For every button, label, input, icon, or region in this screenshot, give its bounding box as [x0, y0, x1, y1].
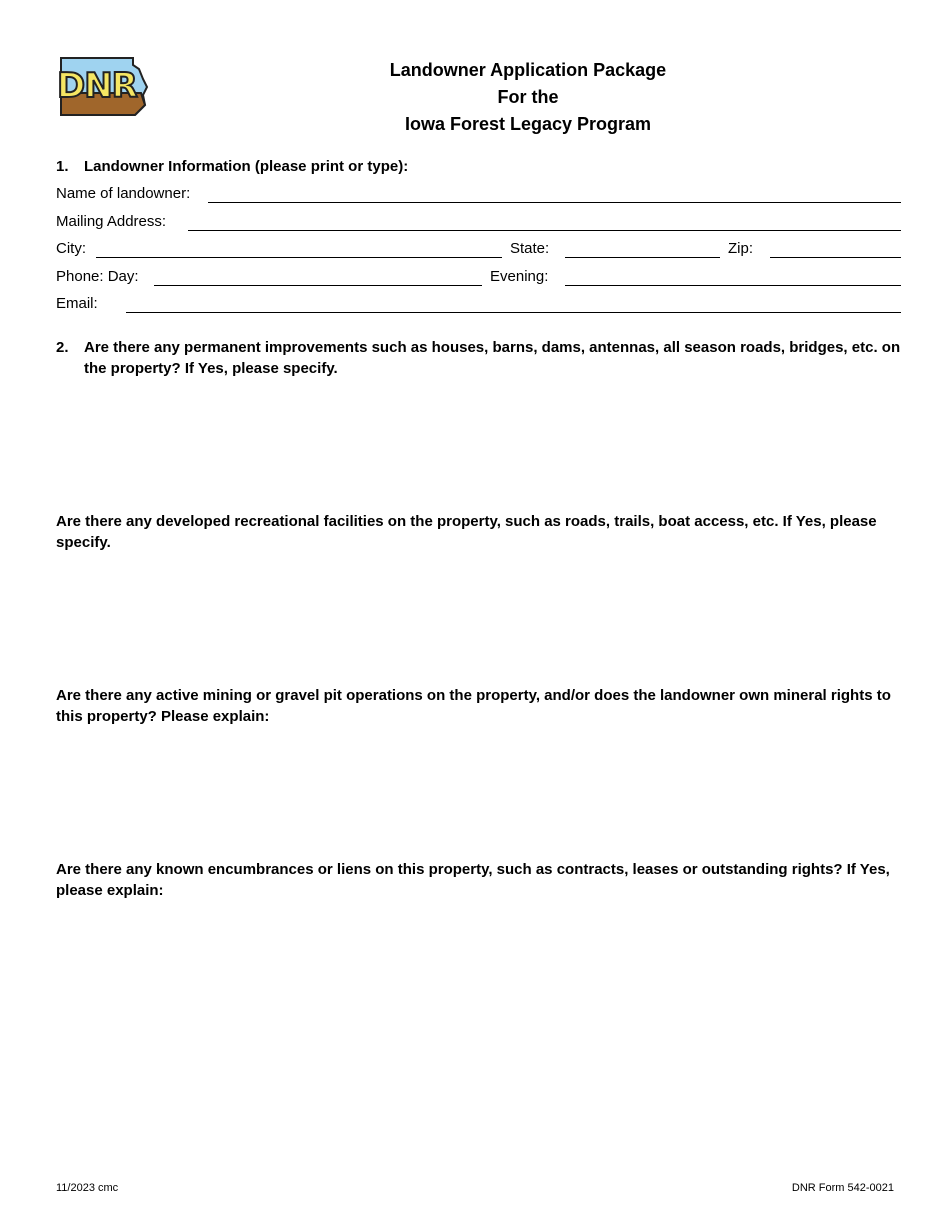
email-row	[56, 294, 901, 316]
phone-day-field[interactable]	[154, 285, 482, 286]
footer-form-number: DNR Form 542-0021	[791, 1182, 894, 1194]
evening-label: Evening:	[490, 268, 549, 285]
question-recreational: Are there any developed recreational facilities on the property, such as roads, trails, boat access, etc. If Yes, please specify.	[56, 513, 877, 551]
zip-label: Zip:	[728, 240, 754, 257]
city-label: City:	[56, 240, 86, 257]
section-1-heading	[56, 156, 408, 177]
name-label: Name of landowner:	[56, 185, 191, 202]
answer-improvements-area[interactable]	[56, 385, 901, 505]
question-encumbrances: Are there any known encumbrances or liens on this property, such as contracts, leases or outstanding rights? If Yes, please explain:	[56, 861, 890, 899]
mailing-label: Mailing Address:	[56, 213, 167, 230]
dnr-logo	[55, 55, 150, 117]
section-1-title: Landowner Information (please print or type):	[84, 158, 409, 175]
svg-text:DNR: DNR	[57, 66, 137, 106]
state-label: State:	[510, 240, 550, 257]
answer-recreational-area[interactable]	[56, 558, 901, 678]
email-field[interactable]	[126, 312, 901, 313]
mailing-address-field[interactable]	[188, 230, 901, 231]
zip-field[interactable]	[770, 257, 901, 258]
title-line-2: For the	[497, 87, 559, 107]
section-1-number: 1.	[56, 158, 69, 175]
phone-day-label: Phone: Day:	[56, 268, 139, 285]
title-line-3: Iowa Forest Legacy Program	[404, 114, 652, 134]
question-improvements-text: Are there any permanent improvements such as houses, barns, dams, antennas, all season roads, bridges, etc. on the property? If Yes, please specify.	[84, 339, 901, 377]
answer-mining-area[interactable]	[56, 732, 901, 852]
title-line-1: Landowner Application Package	[389, 60, 667, 80]
email-label: Email:	[56, 295, 98, 312]
city-field[interactable]	[96, 257, 502, 258]
name-field[interactable]	[208, 202, 901, 203]
city-state-zip-row	[56, 239, 901, 261]
section-2-number: 2.	[56, 339, 69, 356]
answer-encumbrances-area[interactable]	[56, 906, 901, 1166]
question-improvements	[56, 337, 901, 379]
footer-date: 11/2023 cmc	[56, 1182, 119, 1194]
question-mining: Are there any active mining or gravel pit operations on the property, and/or does the landowner own mineral rights to this property? Please explain:	[56, 687, 891, 725]
phone-evening-field[interactable]	[565, 285, 901, 286]
phone-row	[56, 267, 901, 289]
mailing-row	[56, 212, 901, 234]
document-title	[278, 57, 778, 138]
name-row	[56, 184, 901, 206]
state-field[interactable]	[565, 257, 720, 258]
